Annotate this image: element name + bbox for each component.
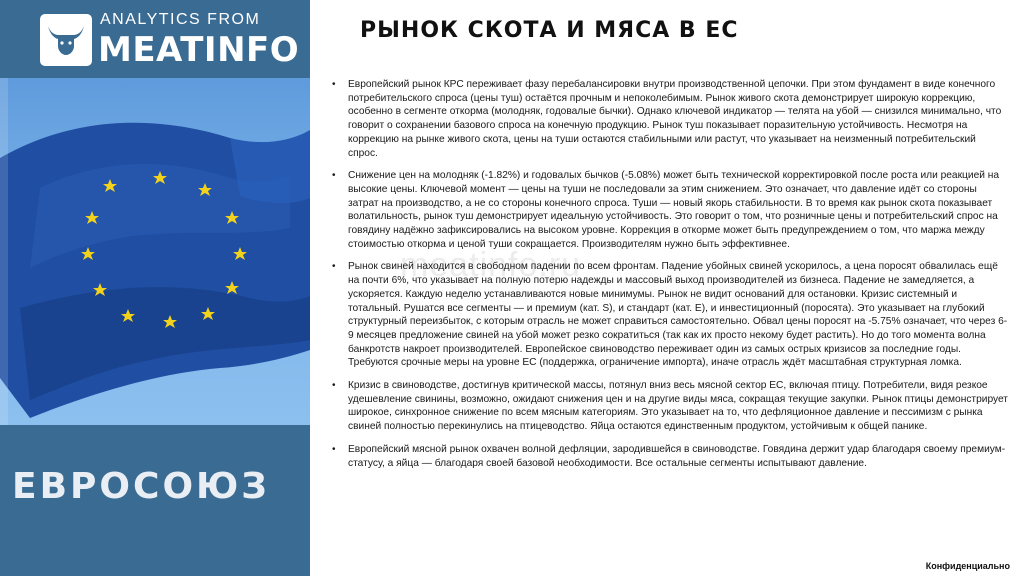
region-title: ЕВРОСОЮЗ bbox=[12, 466, 270, 507]
list-item bbox=[328, 443, 1008, 470]
brand-header bbox=[0, 0, 310, 78]
bullet-text: Кризис в свиноводстве, достигнув критической массы, потянул вниз весь мясной сектор ЕС, включая птицу. Потребители, видя резкое удешевление свинины, возможно, ожидают снижения цен и на другие виды мяса, сокращая текущие закупки. Рынок птицы демонстрирует широкое, синхронное снижение по всем мясным категориям. Это указывает на то, что дефляционное давление и пессимизм с рынка свиней полностью перекинулись на птицеводство. Яйца остаются единственным продуктом, устойчивым к общей панике. bbox=[348, 380, 1008, 433]
bullet-list bbox=[328, 78, 1008, 479]
bullet-icon: • bbox=[332, 261, 336, 273]
bullet-text: Европейский мясной рынок охвачен волной дефляции, зародившейся в свиноводстве. Говядина держит удар благодаря своему премиум-статусу, а яйца — благодаря своей базовой необходимости. Все остальные сегменты испытывают давление. bbox=[348, 443, 1006, 469]
list-item bbox=[328, 169, 1008, 251]
page-title: РЫНОК СКОТА И МЯСА В ЕС bbox=[360, 18, 739, 43]
brand-tagline: ANALYTICS FROM bbox=[100, 11, 261, 28]
eu-flag-illustration bbox=[0, 78, 310, 425]
eu-flag-photo bbox=[0, 78, 310, 425]
confidential-label: Конфиденциально bbox=[925, 561, 1010, 571]
brand-name: MEATINFO bbox=[98, 30, 300, 70]
list-item bbox=[328, 379, 1008, 434]
bullet-icon: • bbox=[332, 443, 336, 455]
bull-head-icon bbox=[46, 22, 86, 58]
bullet-icon: • bbox=[332, 79, 336, 90]
list-item bbox=[328, 260, 1008, 370]
bullet-icon: • bbox=[332, 380, 336, 392]
bullet-icon: • bbox=[332, 170, 336, 182]
bullet-text: Снижение цен на молодняк (-1.82%) и годовалых бычков (-5.08%) может быть технической корректировкой после роста или реакцией на высокие цены. Ключевой момент — цены на туши не последовали за этим снижением. Это означает, что давление идёт со стороны затрат на производство, а не со стороны конечного спроса. Туши — новый якорь стабильности. В то время как рынок скота показывает волатильность, рынок туш демонстрирует идеальную устойчивость. Это говорит о том, что розничные цены и потребительский спрос на говядину надёжно зафиксировались на высоком уровне. Коррекция в откорме может быть предупреждением о том, что маржа между стоимостью откорма и ценой туши сокращается. Производителям нужно быть эффективнее. bbox=[348, 170, 1000, 250]
list-item bbox=[328, 78, 1008, 160]
sidebar-panel bbox=[0, 0, 310, 576]
bullet-text: Рынок свиней находится в свободном падении по всем фронтам. Падение убойных свиней ускорилось, а цена поросят обвалилась ещё на почти 6%, что указывает на полную потерю надежды и массовый выход производителей из бизнеса. Падение не замедляется, а ускоряется. Каждую неделю устанавливаются новые минимумы. Рынок не видит оснований для остановки. Кризис системный и тотальный. Рушатся все сегменты — и премиум (кат. S), и стандарт (кат. Е), и инвестиционный (поросята). Это указывает на глубокий структурный переизбыток, с которым отрасль не может справиться самостоятельно. Обвал цены поросят на -5.75% означает, что через 6-9 месяцев предложение свиней на убой может резко сократиться (так как их просто некому будет растить). Но до того момента волна банкротств накроет производителей. Европейское свиноводство переживает один из самых острых кризисов за последние годы. Требуются срочные меры на уровне ЕС (поддержка, ограничение импорта), иначе отрасль ждёт масштабная структурная ломка. bbox=[348, 261, 1008, 369]
watermark: meatinfo.ru bbox=[400, 246, 582, 284]
logo-badge bbox=[40, 14, 92, 66]
bullet-text: Европейский рынок КРС переживает фазу перебалансировки внутри производственной цепочки. При этом фундамент в виде конечного потребительского спроса (цены туш) остаётся прочным и непоколебимым. Рынок живого скота демонстрирует широкую коррекцию, особенно в сегменте откорма (молодняк, годовалые бычки). Однако ключевой индикатор — телята на убой — снизился минимально, что говорит о сохранении базового спроса на конечную продукцию. Рынок туш показывает поразительную устойчивость. Несмотря на коррекцию на рынке живого скота, цены на туши остаются стабильными или растут, что указывает на неизменный потребительский спрос. bbox=[348, 79, 1002, 159]
